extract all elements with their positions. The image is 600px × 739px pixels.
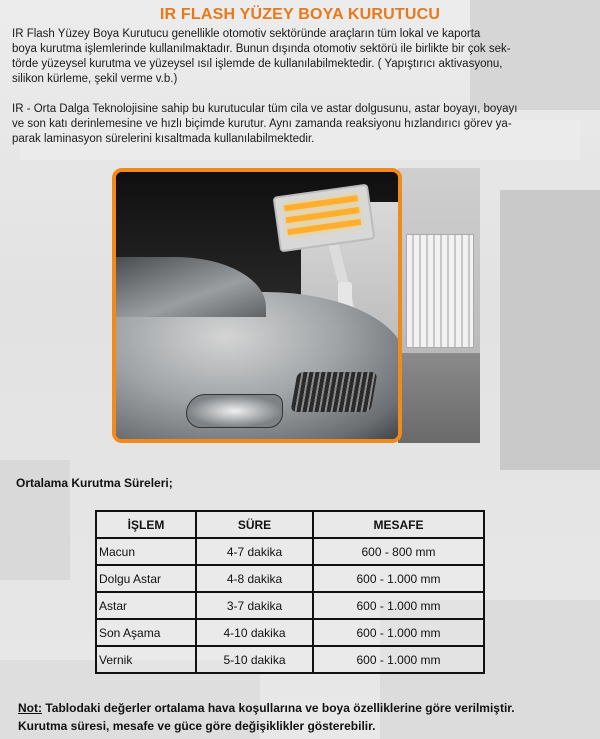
technology-paragraph (12, 102, 588, 147)
page-title: IR FLASH YÜZEY BOYA KURUTUCU (159, 6, 441, 23)
technology-line: ve son katı derinlemesine ve hızlı biçimde kurutur. Aynı zamanda reaksiyonu hızlandırıcı görev ya- (12, 118, 512, 130)
header-duration: SÜRE (196, 511, 313, 538)
cell-process: Dolgu Astar (96, 565, 196, 592)
table-row (96, 538, 484, 565)
product-photo (112, 168, 402, 443)
cell-duration: 3-7 dakika (196, 592, 313, 619)
cell-duration: 4-10 dakika (196, 619, 313, 646)
cell-duration: 4-8 dakika (196, 565, 313, 592)
cell-process: Vernik (96, 646, 196, 673)
technology-line: parak laminasyon sürelerini kısaltmada kullanılabilmektedir. (12, 133, 315, 145)
intro-paragraph (12, 27, 588, 87)
cell-process: Macun (96, 538, 196, 565)
cell-distance: 600 - 1.000 mm (313, 565, 484, 592)
table-row (96, 646, 484, 673)
note-text: Kurutma süresi, mesafe ve güce göre değişiklikler gösterebilir. (18, 719, 376, 733)
cell-process: Son Aşama (96, 619, 196, 646)
section-heading: Ortalama Kurutma Süreleri; (16, 476, 173, 490)
photo-background-panel (398, 168, 480, 443)
footnote (18, 699, 588, 735)
cell-duration: 4-7 dakika (196, 538, 313, 565)
table-row (96, 619, 484, 646)
intro-line: IR Flash Yüzey Boya Kurutucu genellikle otomotiv sektöründe araçların tüm lokal ve kaporta (12, 28, 481, 40)
header-process: İŞLEM (96, 511, 196, 538)
note-text: Tablodaki değerler ortalama hava koşullarına ve boya özelliklerine göre verilmiştir. (42, 701, 515, 715)
table-row (96, 565, 484, 592)
cell-distance: 600 - 800 mm (313, 538, 484, 565)
radiator-illustration (406, 234, 474, 348)
drying-times-table (95, 510, 485, 674)
note-label: Not: (18, 701, 42, 715)
intro-line: törde yüzeysel kurutma ve yüzeysel ısıl işlemde de kullanılabilmektedir. ( Yapıştırıcı aktivasyonu, (12, 58, 503, 70)
intro-line: silikon kürleme, şekil verme v.b.) (12, 73, 178, 85)
cell-distance: 600 - 1.000 mm (313, 646, 484, 673)
header-distance: MESAFE (313, 511, 484, 538)
cell-distance: 600 - 1.000 mm (313, 619, 484, 646)
table-row (96, 592, 484, 619)
cell-distance: 600 - 1.000 mm (313, 592, 484, 619)
cell-process: Astar (96, 592, 196, 619)
cell-duration: 5-10 dakika (196, 646, 313, 673)
technology-line: IR - Orta Dalga Teknolojisine sahip bu kurutucular tüm cila ve astar dolgusunu, astar boyayı, boyayı (12, 103, 518, 115)
table-header-row (96, 511, 484, 538)
intro-line: boya kurutma işlemlerinde kullanılmaktadır. Bunun dışında otomotiv sektörü ile birlikte bir çok sek- (12, 43, 511, 55)
